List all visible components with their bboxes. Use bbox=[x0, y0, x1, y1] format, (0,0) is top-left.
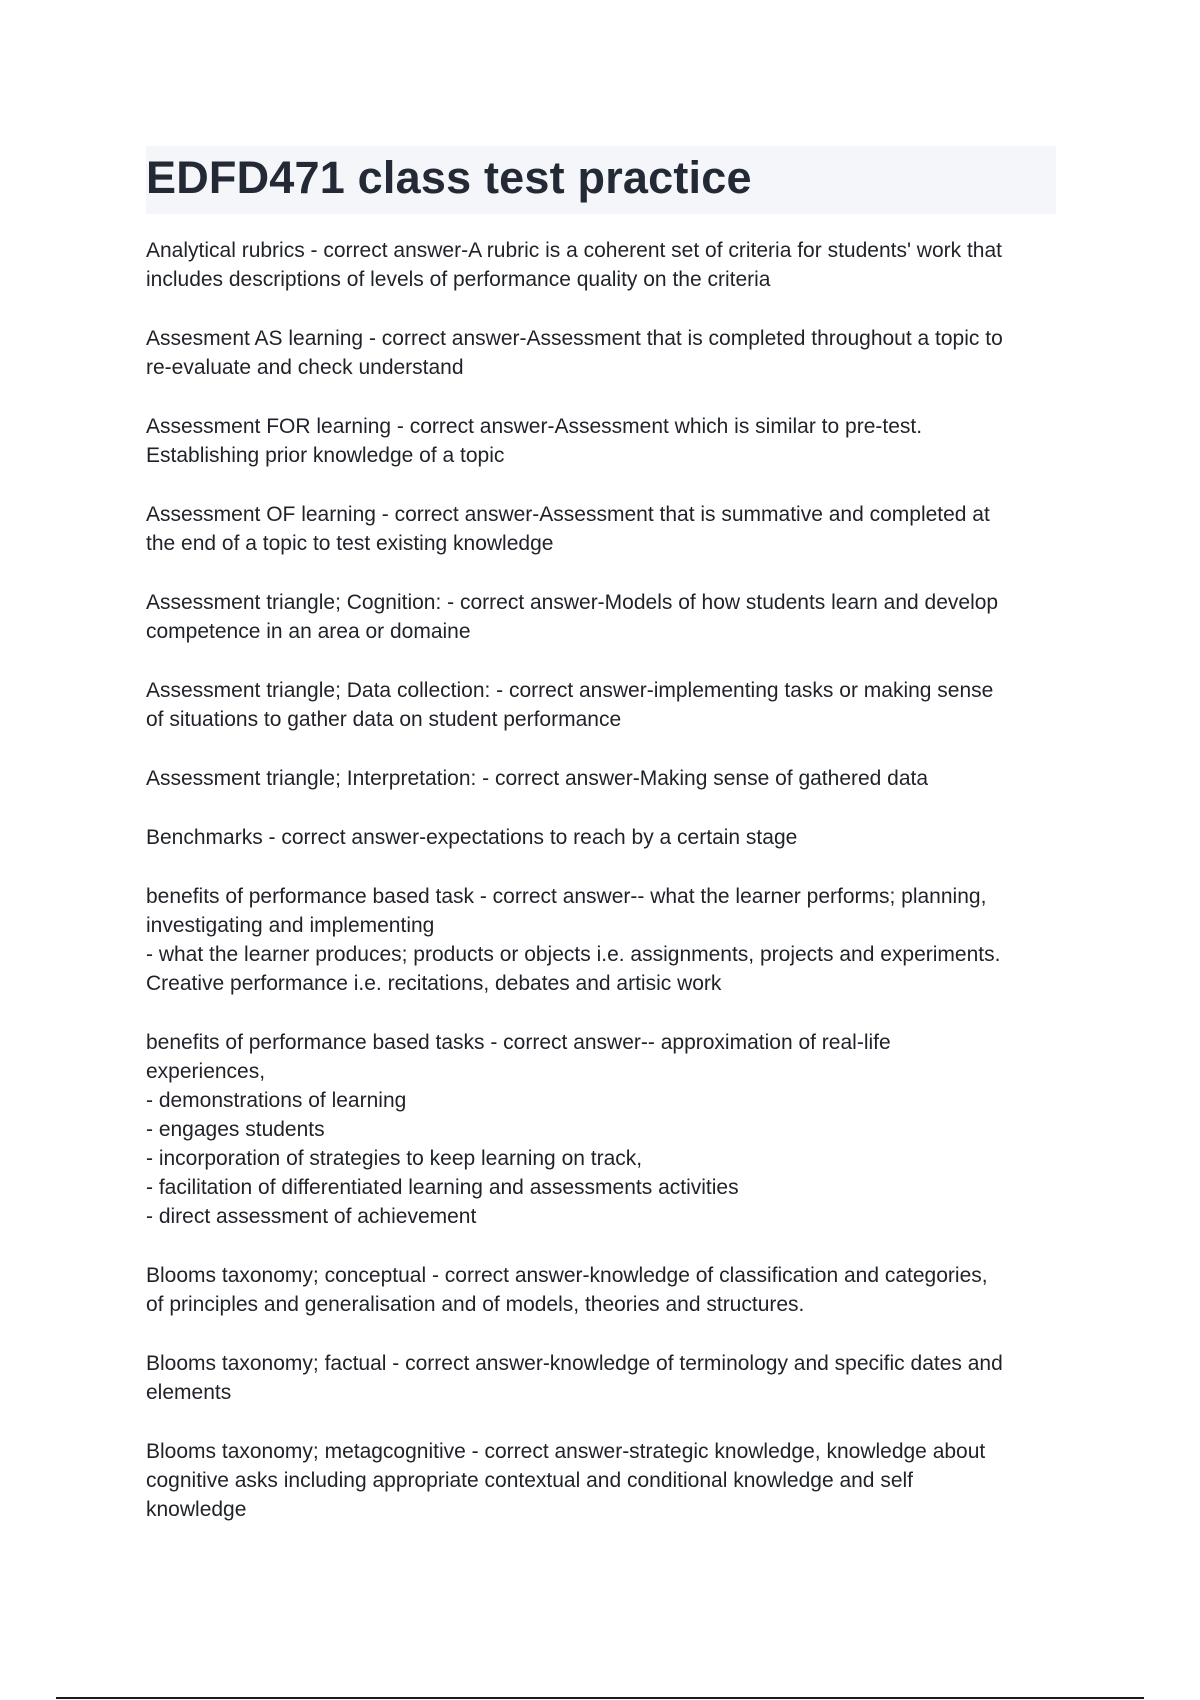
flashcard-entry bbox=[146, 588, 1061, 646]
flashcard-entry bbox=[146, 882, 1061, 998]
flashcard-entry bbox=[146, 764, 1061, 793]
entry-text-line: Assessment triangle; Cognition: - correct answer-Models of how students learn and develop bbox=[146, 591, 999, 614]
entry-text-line: benefits of performance based task - correct answer-- what the learner performs; planning, bbox=[146, 885, 987, 908]
entry-text-line: Blooms taxonomy; metagcognitive - correct answer-strategic knowledge, knowledge about bbox=[146, 1440, 986, 1463]
entry-text-line: Assessment FOR learning - correct answer-Assessment which is similar to pre-test. bbox=[146, 415, 923, 438]
entry-text-line: Blooms taxonomy; conceptual - correct answer-knowledge of classification and categories, bbox=[146, 1264, 988, 1287]
entry-text-line: re-evaluate and check understand bbox=[146, 356, 464, 379]
entry-text-line: investigating and implementing bbox=[146, 914, 435, 937]
flashcard-entry bbox=[146, 500, 1061, 558]
flashcard-entry bbox=[146, 1437, 1061, 1524]
flashcard-entry bbox=[146, 1028, 1061, 1231]
flashcard-entry bbox=[146, 1349, 1061, 1407]
entry-text-line: - direct assessment of achievement bbox=[146, 1205, 477, 1228]
footer-divider bbox=[56, 1697, 1144, 1699]
title-band bbox=[146, 146, 1056, 214]
entry-text-line: the end of a topic to test existing knowledge bbox=[146, 532, 554, 555]
entry-text-line: - demonstrations of learning bbox=[146, 1089, 407, 1112]
entry-text-line: Assessment OF learning - correct answer-Assessment that is summative and completed at bbox=[146, 503, 990, 526]
entry-text-line: Benchmarks - correct answer-expectations to reach by a certain stage bbox=[146, 826, 798, 849]
entry-text-line: - facilitation of differentiated learning and assessments activities bbox=[146, 1176, 739, 1199]
entry-text-line: Establishing prior knowledge of a topic bbox=[146, 444, 505, 467]
entry-text-line: Blooms taxonomy; factual - correct answer-knowledge of terminology and specific dates and bbox=[146, 1352, 1003, 1375]
flashcard-entry bbox=[146, 236, 1061, 294]
entry-text-line: - what the learner produces; products or objects i.e. assignments, projects and experiments. bbox=[146, 943, 1001, 966]
flashcard-entry bbox=[146, 1261, 1061, 1319]
entry-text-line: Assessment triangle; Data collection: - correct answer-implementing tasks or making sense bbox=[146, 679, 994, 702]
flashcard-entry bbox=[146, 823, 1061, 852]
entry-text-line: includes descriptions of levels of performance quality on the criteria bbox=[146, 268, 771, 291]
entry-text-line: knowledge bbox=[146, 1498, 247, 1521]
entry-text-line: of principles and generalisation and of models, theories and structures. bbox=[146, 1293, 805, 1316]
entry-text-line: cognitive asks including appropriate contextual and conditional knowledge and self bbox=[146, 1469, 914, 1492]
flashcard-entry bbox=[146, 324, 1061, 382]
entry-text-line: competence in an area or domaine bbox=[146, 620, 471, 643]
entry-text-line: Creative performance i.e. recitations, debates and artisic work bbox=[146, 972, 722, 995]
flashcard-entry bbox=[146, 412, 1061, 470]
flashcard-entry bbox=[146, 676, 1061, 734]
entry-text-line: elements bbox=[146, 1381, 232, 1404]
entry-text-line: benefits of performance based tasks - correct answer-- approximation of real-life bbox=[146, 1031, 891, 1054]
entry-text-line: - engages students bbox=[146, 1118, 325, 1141]
entry-text-line: Analytical rubrics - correct answer-A rubric is a coherent set of criteria for students' work that bbox=[146, 239, 1002, 262]
flashcard-list bbox=[146, 236, 1061, 1554]
entry-text-line: experiences, bbox=[146, 1060, 266, 1083]
entry-text-line: Assessment triangle; Interpretation: - correct answer-Making sense of gathered data bbox=[146, 767, 929, 790]
entry-text-line: of situations to gather data on student performance bbox=[146, 708, 622, 731]
document-title: EDFD471 class test practice bbox=[146, 152, 752, 203]
entry-text-line: Assesment AS learning - correct answer-Assessment that is completed throughout a topic to bbox=[146, 327, 1003, 350]
entry-text-line: - incorporation of strategies to keep learning on track, bbox=[146, 1147, 643, 1170]
